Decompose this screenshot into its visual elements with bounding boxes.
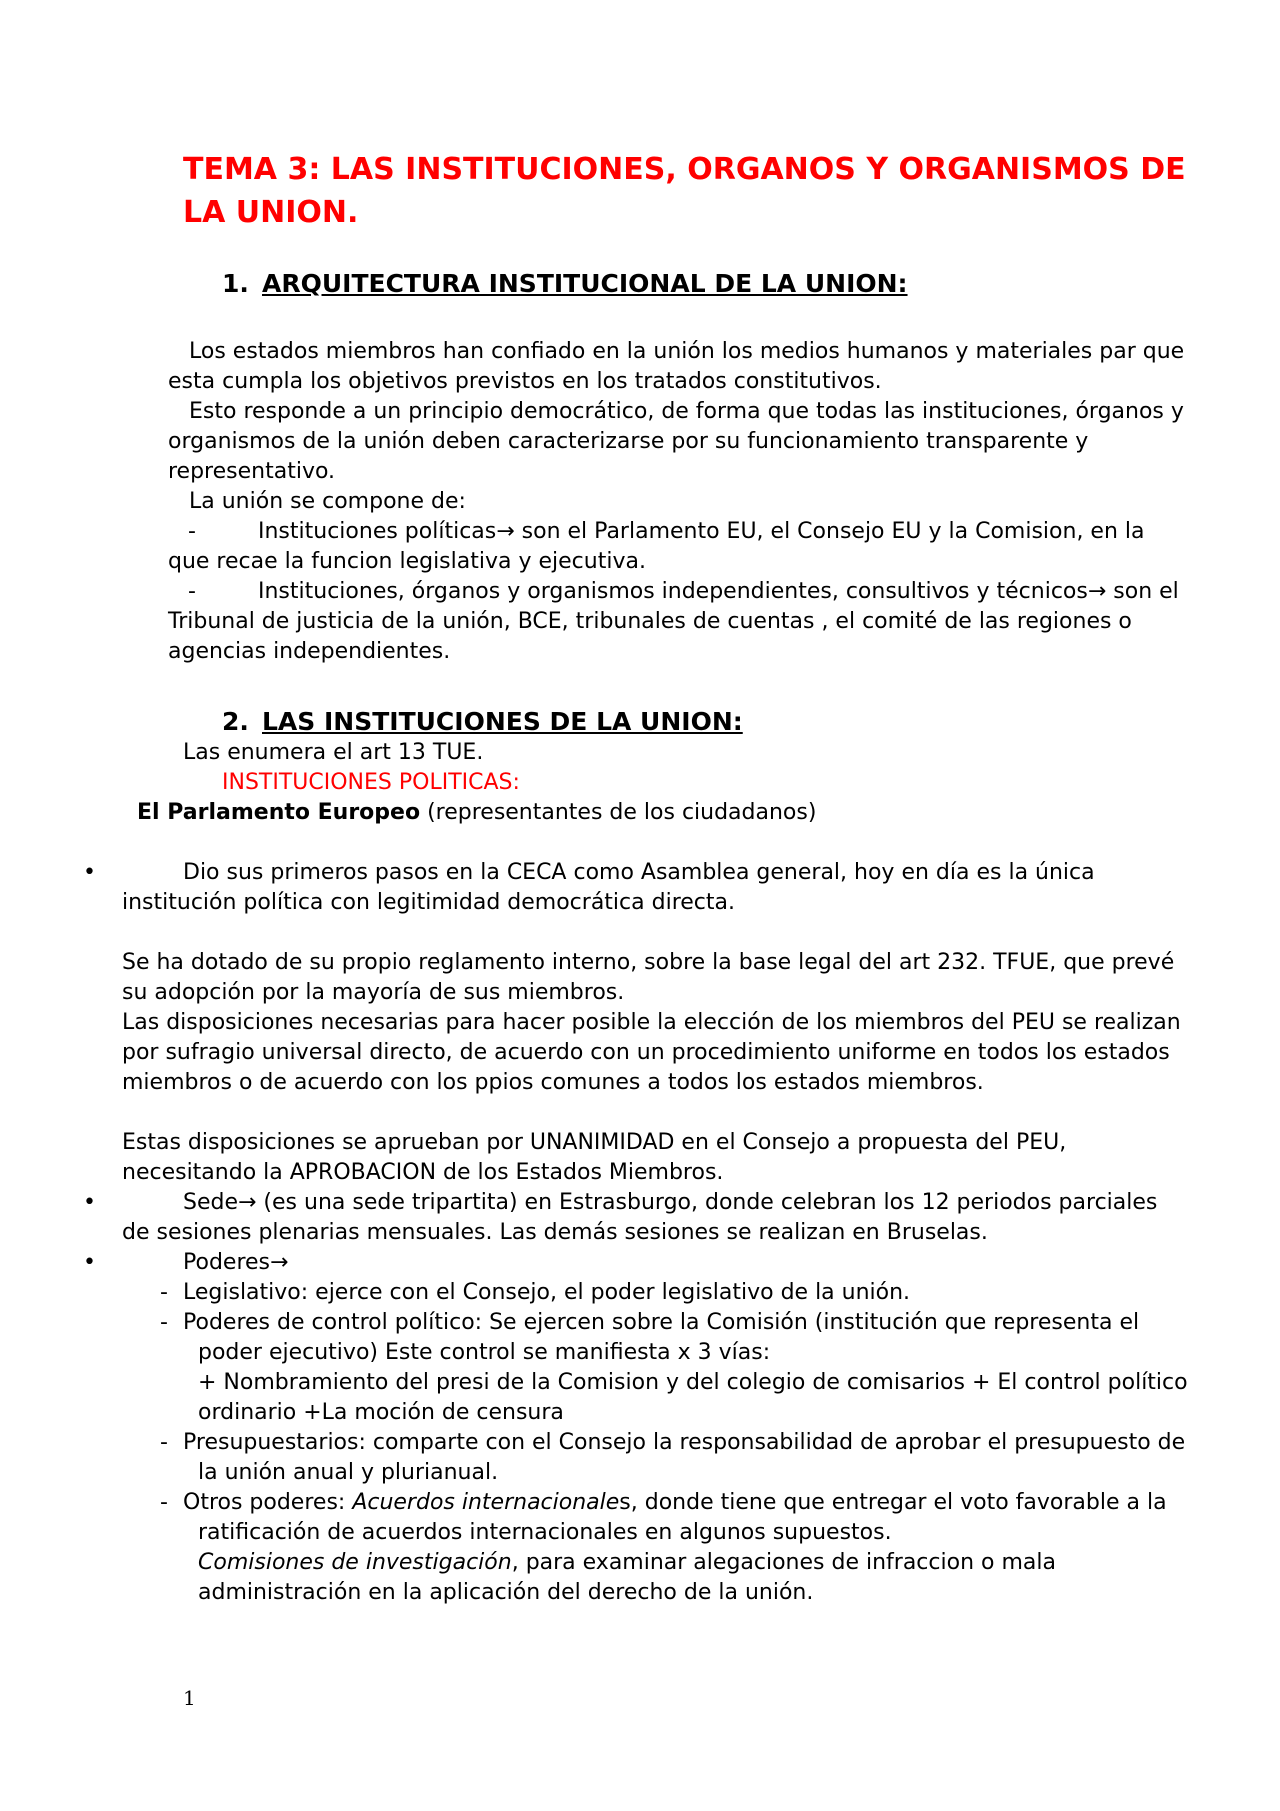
parlamento-europeo-line — [137, 798, 816, 828]
s2-intro: Las enumera el art 13 TUE. — [183, 740, 484, 765]
section-1-heading — [222, 268, 908, 300]
b2-rest: (es una sede tripartita) en Estrasburgo, donde celebran los 12 periodos parciales — [256, 1190, 1158, 1215]
s1-item-2-line-3: agencias independientes. — [168, 639, 451, 664]
s1-line-3: Esto responde a un principio democrático, de forma que todas las instituciones, órganos y — [189, 399, 1184, 424]
section-1-heading-text: ARQUITECTURA INSTITUCIONAL DE LA UNION: — [262, 269, 908, 298]
poder-2-line-3: + Nombramiento del presi de la Comision y del colegio de comisarios + El control político — [198, 1370, 1188, 1395]
s1-item-2-line-1 — [258, 577, 1179, 607]
poder-4-dash: - — [160, 1490, 168, 1515]
s1-item-1-dash: - — [188, 519, 196, 544]
s1-line-2: esta cumpla los objetivos previstos en los tratados constitutivos. — [168, 369, 882, 394]
poder-2-dash: - — [160, 1310, 168, 1335]
p1-line-3: Las disposiciones necesarias para hacer posible la elección de los miembros del PEU se realizan — [122, 1010, 1181, 1035]
otros-line-2: ratificación de acuerdos internacionales en algunos supuestos. — [198, 1520, 892, 1545]
section-2-number: 2. — [222, 707, 249, 736]
otros-italic-1: Acuerdos internacionale — [352, 1490, 620, 1515]
arrow-right-icon: → — [1087, 579, 1107, 604]
poder-3-line-2: la unión anual y plurianual. — [198, 1460, 499, 1485]
otros-prefix: Otros poderes: — [183, 1490, 353, 1515]
page-number: 1 — [183, 1686, 196, 1710]
bullet-icon: • — [83, 1190, 96, 1215]
b2-line-2: de sesiones plenarias mensuales. Las demás sesiones se realizan en Bruselas. — [122, 1220, 988, 1245]
s1-line-1: Los estados miembros han confiado en la unión los medios humanos y materiales par que — [189, 339, 1185, 364]
otros-rest-1: s, donde tiene que entregar el voto favorable a la — [619, 1490, 1167, 1515]
s2-subheading: INSTITUCIONES POLITICAS: — [222, 770, 520, 795]
poder-2-line-1: Poderes de control político: Se ejercen sobre la Comisión (institución que representa el — [183, 1310, 1140, 1335]
s1-item-1-rest: son el Parlamento EU, el Consejo EU y la Comision, en la — [514, 519, 1145, 544]
document-title-line-1: TEMA 3: LAS INSTITUCIONES, ORGANOS Y ORGANISMOS DE — [183, 152, 1186, 187]
section-2-heading — [222, 706, 743, 738]
bullet-icon: • — [83, 1250, 96, 1275]
s1-item-2-first: Instituciones, órganos y organismos independientes, consultivos y técnicos — [258, 579, 1088, 604]
p1-line-4: por sufragio universal directo, de acuerdo con un procedimiento uniforme en todos los estados — [122, 1040, 1170, 1065]
otros-line-4: administración en la aplicación del derecho de la unión. — [198, 1580, 814, 1605]
otros-italic-2: Comisiones de investigación — [198, 1550, 512, 1575]
b1-line-1: Dio sus primeros pasos en la CECA como Asamblea general, hoy en día es la única — [183, 860, 1095, 885]
p2-line-2: necesitando la APROBACION de los Estados Miembros. — [122, 1160, 724, 1185]
p1-line-1: Se ha dotado de su propio reglamento interno, sobre la base legal del art 232. TFUE, que prevé — [122, 950, 1175, 975]
section-1-number: 1. — [222, 269, 249, 298]
document-title-line-2: LA UNION. — [183, 195, 359, 230]
section-2-heading-text: LAS INSTITUCIONES DE LA UNION: — [262, 707, 743, 736]
poder-2-line-2: poder ejecutivo) Este control se manifiesta x 3 vías: — [198, 1340, 771, 1365]
b1-line-2: institución política con legitimidad democrática directa. — [122, 890, 735, 915]
s1-line-4: organismos de la unión deben caracterizarse por su funcionamiento transparente y — [168, 429, 1089, 454]
poder-3-line-1: Presupuestarios: comparte con el Consejo la responsabilidad de aprobar el presupuesto de — [183, 1430, 1186, 1455]
parlamento-europeo-title: El Parlamento Europeo — [137, 800, 421, 825]
p2-line-1: Estas disposiciones se aprueban por UNANIMIDAD en el Consejo a propuesta del PEU, — [122, 1130, 1067, 1155]
arrow-right-icon: → — [270, 1250, 289, 1275]
s1-line-5: representativo. — [168, 459, 336, 484]
bullet-icon: • — [83, 860, 96, 885]
s1-item-1-line-1 — [258, 517, 1145, 547]
s1-item-2-dash: - — [188, 579, 196, 604]
b3-line-1 — [183, 1248, 288, 1278]
s1-item-2-rest: son el — [1106, 579, 1179, 604]
b3-first: Poderes — [183, 1250, 271, 1275]
b2-first: Sede — [183, 1190, 238, 1215]
s1-item-1-first: Instituciones políticas — [258, 519, 497, 544]
p1-line-2: su adopción por la mayoría de sus miembros. — [122, 980, 625, 1005]
poder-1-dash: - — [160, 1280, 168, 1305]
arrow-right-icon: → — [238, 1190, 257, 1215]
poder-1-line-1: Legislativo: ejerce con el Consejo, el poder legislativo de la unión. — [183, 1280, 911, 1305]
s1-item-2-line-2: Tribunal de justicia de la unión, BCE, tribunales de cuentas , el comité de las regiones o — [168, 609, 1132, 634]
s1-item-1-line-2: que recae la funcion legislativa y ejecutiva. — [168, 549, 646, 574]
otros-line-3 — [198, 1548, 1056, 1578]
poder-3-dash: - — [160, 1430, 168, 1455]
otros-rest-3: , para examinar alegaciones de infraccion o mala — [511, 1550, 1056, 1575]
parlamento-europeo-desc: (representantes de los ciudadanos) — [420, 800, 817, 825]
s1-line-6: La unión se compone de: — [189, 489, 466, 514]
arrow-right-icon: → — [496, 519, 515, 544]
p1-line-5: miembros o de acuerdo con los ppios comunes a todos los estados miembros. — [122, 1070, 984, 1095]
b2-line-1 — [183, 1188, 1157, 1218]
otros-line-1 — [183, 1488, 1167, 1518]
poder-2-line-4: ordinario +La moción de censura — [198, 1400, 564, 1425]
